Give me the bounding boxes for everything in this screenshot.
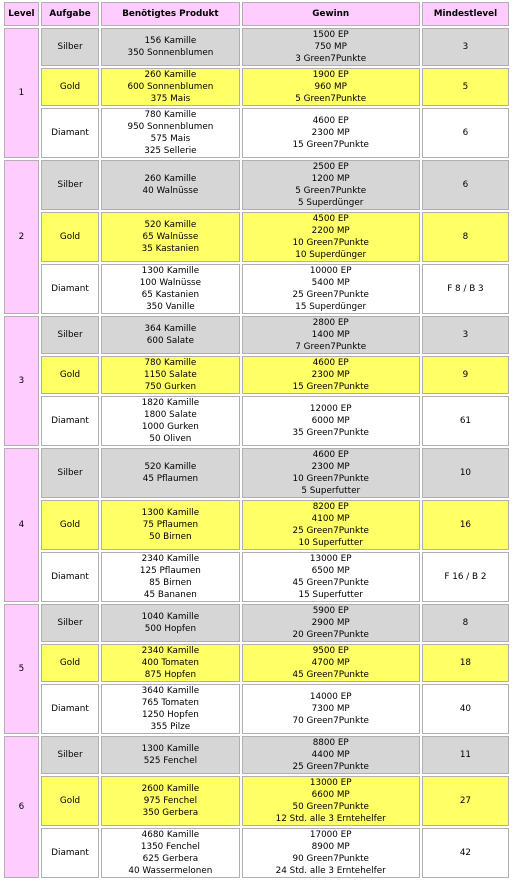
reward-line: 7300 MP bbox=[311, 704, 350, 714]
table-row bbox=[4, 396, 509, 446]
reward-line: 10 Green7Punkte bbox=[292, 474, 369, 484]
product-line: 525 Fenchel bbox=[143, 756, 198, 766]
reward-line: 12000 EP bbox=[309, 404, 352, 414]
reward-cell bbox=[242, 264, 420, 314]
level-cell: 2 bbox=[4, 160, 39, 314]
reward-line: 2200 MP bbox=[311, 226, 350, 236]
task-cell: Diamant bbox=[41, 552, 99, 602]
min-level-cell: 6 bbox=[422, 108, 509, 158]
level-cell: 4 bbox=[4, 448, 39, 602]
min-level-cell: 9 bbox=[422, 356, 509, 394]
task-cell: Silber bbox=[41, 316, 99, 354]
product-line: 45 Pflaumen bbox=[142, 474, 199, 484]
reward-line: 4400 MP bbox=[311, 750, 350, 760]
product-cell bbox=[101, 776, 239, 826]
reward-line: 4600 EP bbox=[312, 116, 349, 126]
product-line: 780 Kamille bbox=[144, 358, 197, 368]
product-line: 40 Wassermelonen bbox=[128, 866, 213, 876]
product-line: 520 Kamille bbox=[144, 462, 197, 472]
reward-line: 10 Green7Punkte bbox=[292, 238, 369, 248]
reward-line: 45 Green7Punkte bbox=[292, 670, 369, 680]
product-line: 765 Tomaten bbox=[141, 698, 200, 708]
min-level-cell: 16 bbox=[422, 500, 509, 550]
min-level-cell: 6 bbox=[422, 160, 509, 210]
task-cell: Diamant bbox=[41, 396, 99, 446]
product-cell bbox=[101, 68, 239, 106]
table-row bbox=[4, 264, 509, 314]
reward-cell bbox=[242, 776, 420, 826]
reward-line: 90 Green7Punkte bbox=[292, 854, 369, 864]
reward-cell bbox=[242, 604, 420, 642]
level-cell: 3 bbox=[4, 316, 39, 446]
task-cell: Gold bbox=[41, 212, 99, 262]
reward-line: 2300 MP bbox=[311, 128, 350, 138]
reward-cell bbox=[242, 500, 420, 550]
product-line: 65 Kastanien bbox=[141, 290, 200, 300]
reward-line: 45 Green7Punkte bbox=[292, 578, 369, 588]
product-line: 355 Pilze bbox=[150, 722, 191, 732]
reward-line: 25 Green7Punkte bbox=[292, 526, 369, 536]
product-line: 950 Sonnenblumen bbox=[127, 122, 214, 132]
product-line: 364 Kamille bbox=[144, 324, 197, 334]
task-cell: Gold bbox=[41, 68, 99, 106]
reward-line: 5 Superdünger bbox=[298, 198, 364, 208]
reward-line: 5 Green7Punkte bbox=[295, 186, 367, 196]
reward-line: 15 Superdünger bbox=[295, 302, 367, 312]
product-line: 750 Gurken bbox=[144, 382, 197, 392]
reward-cell bbox=[242, 316, 420, 354]
task-cell: Silber bbox=[41, 736, 99, 774]
product-cell bbox=[101, 356, 239, 394]
min-level-cell: 42 bbox=[422, 828, 509, 878]
table-row bbox=[4, 356, 509, 394]
product-cell bbox=[101, 500, 239, 550]
product-line: 125 Pflaumen bbox=[139, 566, 201, 576]
reward-line: 1400 MP bbox=[311, 330, 350, 340]
product-cell bbox=[101, 448, 239, 498]
product-line: 1800 Salate bbox=[143, 410, 197, 420]
table-row bbox=[4, 68, 509, 106]
min-level-cell: 18 bbox=[422, 644, 509, 682]
level-cell: 1 bbox=[4, 28, 39, 158]
product-cell bbox=[101, 396, 239, 446]
task-cell: Silber bbox=[41, 160, 99, 210]
product-line: 575 Mais bbox=[150, 134, 191, 144]
product-line: 780 Kamille bbox=[144, 110, 197, 120]
product-line: 350 Vanille bbox=[146, 302, 195, 312]
min-level-cell: 27 bbox=[422, 776, 509, 826]
min-level-cell: 8 bbox=[422, 212, 509, 262]
product-line: 100 Walnüsse bbox=[139, 278, 202, 288]
task-cell: Gold bbox=[41, 776, 99, 826]
task-cell: Diamant bbox=[41, 684, 99, 734]
reward-line: 35 Green7Punkte bbox=[292, 428, 369, 438]
reward-cell bbox=[242, 448, 420, 498]
product-line: 2340 Kamille bbox=[141, 554, 200, 564]
table-row bbox=[4, 212, 509, 262]
product-line: 3640 Kamille bbox=[141, 686, 200, 696]
product-line: 156 Kamille bbox=[144, 36, 197, 46]
product-line: 325 Sellerie bbox=[144, 146, 197, 156]
reward-line: 750 MP bbox=[314, 42, 347, 52]
product-line: 520 Kamille bbox=[144, 220, 197, 230]
reward-line: 5 Superfutter bbox=[301, 486, 361, 496]
min-level-cell: F 8 / B 3 bbox=[422, 264, 509, 314]
reward-line: 5400 MP bbox=[311, 278, 350, 288]
table-row bbox=[4, 552, 509, 602]
product-line: 35 Kastanien bbox=[141, 244, 200, 254]
product-line: 75 Pflaumen bbox=[142, 520, 199, 530]
reward-line: 6500 MP bbox=[311, 566, 350, 576]
reward-cell bbox=[242, 396, 420, 446]
level-cell: 5 bbox=[4, 604, 39, 734]
table-row bbox=[4, 28, 509, 66]
min-level-cell: 10 bbox=[422, 448, 509, 498]
reward-cell bbox=[242, 356, 420, 394]
min-level-cell: 8 bbox=[422, 604, 509, 642]
reward-line: 960 MP bbox=[314, 82, 347, 92]
reward-line: 7 Green7Punkte bbox=[295, 342, 367, 352]
reward-line: 4600 EP bbox=[312, 358, 349, 368]
task-cell: Gold bbox=[41, 356, 99, 394]
reward-cell bbox=[242, 160, 420, 210]
reward-line: 2800 EP bbox=[312, 318, 349, 328]
min-level-cell: 61 bbox=[422, 396, 509, 446]
product-line: 2340 Kamille bbox=[141, 646, 200, 656]
product-line: 1820 Kamille bbox=[141, 398, 200, 408]
product-line: 1150 Salate bbox=[143, 370, 197, 380]
reward-cell bbox=[242, 28, 420, 66]
product-line: 400 Tomaten bbox=[141, 658, 200, 668]
product-cell bbox=[101, 28, 239, 66]
product-line: 260 Kamille bbox=[144, 70, 197, 80]
reward-line: 20 Green7Punkte bbox=[292, 630, 369, 640]
reward-line: 8800 EP bbox=[312, 738, 349, 748]
product-cell bbox=[101, 828, 239, 878]
task-cell: Diamant bbox=[41, 264, 99, 314]
reward-cell bbox=[242, 828, 420, 878]
reward-line: 5 Green7Punkte bbox=[295, 94, 367, 104]
table-row bbox=[4, 644, 509, 682]
product-line: 260 Kamille bbox=[144, 174, 197, 184]
reward-line: 10 Superdünger bbox=[295, 250, 367, 260]
reward-line: 6600 MP bbox=[311, 790, 350, 800]
reward-line: 4700 MP bbox=[311, 658, 350, 668]
reward-line: 17000 EP bbox=[309, 830, 352, 840]
product-line: 65 Walnüsse bbox=[142, 232, 199, 242]
reward-line: 9500 EP bbox=[312, 646, 349, 656]
reward-line: 15 Green7Punkte bbox=[292, 382, 369, 392]
min-level-cell: F 16 / B 2 bbox=[422, 552, 509, 602]
reward-line: 1200 MP bbox=[311, 174, 350, 184]
product-line: 350 Gerbera bbox=[142, 808, 199, 818]
header-reward: Gewinn bbox=[242, 2, 420, 26]
reward-cell bbox=[242, 68, 420, 106]
product-cell bbox=[101, 736, 239, 774]
reward-cell bbox=[242, 552, 420, 602]
reward-line: 4500 EP bbox=[312, 214, 349, 224]
reward-line: 14000 EP bbox=[309, 692, 352, 702]
product-cell bbox=[101, 316, 239, 354]
product-line: 1000 Gurken bbox=[141, 422, 199, 432]
product-cell bbox=[101, 684, 239, 734]
reward-line: 1900 EP bbox=[312, 70, 349, 80]
product-line: 1250 Hopfen bbox=[141, 710, 199, 720]
header-product: Benötigtes Produkt bbox=[101, 2, 239, 26]
reward-line: 3 Green7Punkte bbox=[295, 54, 367, 64]
reward-line: 25 Green7Punkte bbox=[292, 762, 369, 772]
task-cell: Gold bbox=[41, 644, 99, 682]
min-level-cell: 40 bbox=[422, 684, 509, 734]
header-level: Level bbox=[4, 2, 39, 26]
reward-line: 50 Green7Punkte bbox=[292, 802, 369, 812]
reward-line: 10000 EP bbox=[309, 266, 352, 276]
product-line: 45 Bananen bbox=[143, 590, 197, 600]
task-cell: Silber bbox=[41, 448, 99, 498]
reward-line: 8900 MP bbox=[311, 842, 350, 852]
reward-line: 24 Std. alle 3 Erntehelfer bbox=[275, 866, 386, 876]
product-cell bbox=[101, 264, 239, 314]
table-row bbox=[4, 776, 509, 826]
reward-line: 4100 MP bbox=[311, 514, 350, 524]
product-line: 50 Oliven bbox=[149, 434, 192, 444]
table-row bbox=[4, 160, 509, 210]
product-line: 85 Birnen bbox=[149, 578, 192, 588]
product-cell bbox=[101, 644, 239, 682]
reward-cell bbox=[242, 644, 420, 682]
product-line: 1300 Kamille bbox=[141, 508, 200, 518]
reward-cell bbox=[242, 212, 420, 262]
reward-line: 15 Superfutter bbox=[298, 590, 363, 600]
reward-line: 2500 EP bbox=[312, 162, 349, 172]
product-line: 500 Hopfen bbox=[144, 624, 197, 634]
product-line: 1300 Kamille bbox=[141, 744, 200, 754]
task-cell: Silber bbox=[41, 604, 99, 642]
task-cell: Silber bbox=[41, 28, 99, 66]
product-cell bbox=[101, 212, 239, 262]
min-level-cell: 5 bbox=[422, 68, 509, 106]
product-line: 600 Sonnenblumen bbox=[127, 82, 214, 92]
product-line: 1040 Kamille bbox=[141, 612, 200, 622]
min-level-cell: 3 bbox=[422, 316, 509, 354]
table-row bbox=[4, 736, 509, 774]
product-line: 375 Mais bbox=[150, 94, 191, 104]
table-row bbox=[4, 828, 509, 878]
reward-cell bbox=[242, 736, 420, 774]
product-cell bbox=[101, 160, 239, 210]
reward-line: 6000 MP bbox=[311, 416, 350, 426]
reward-line: 13000 EP bbox=[309, 778, 352, 788]
reward-line: 25 Green7Punkte bbox=[292, 290, 369, 300]
reward-line: 12 Std. alle 3 Erntehelfer bbox=[275, 814, 386, 824]
level-cell: 6 bbox=[4, 736, 39, 878]
table-row bbox=[4, 500, 509, 550]
product-line: 875 Hopfen bbox=[144, 670, 197, 680]
reward-line: 13000 EP bbox=[309, 554, 352, 564]
task-cell: Diamant bbox=[41, 828, 99, 878]
table-row bbox=[4, 316, 509, 354]
reward-line: 2300 MP bbox=[311, 370, 350, 380]
reward-cell bbox=[242, 108, 420, 158]
table-body bbox=[4, 28, 509, 878]
header-min-level: Mindestlevel bbox=[422, 2, 509, 26]
product-cell bbox=[101, 552, 239, 602]
product-line: 2600 Kamille bbox=[141, 784, 200, 794]
min-level-cell: 11 bbox=[422, 736, 509, 774]
product-line: 4680 Kamille bbox=[141, 830, 200, 840]
product-line: 975 Fenchel bbox=[143, 796, 198, 806]
reward-line: 10 Superfutter bbox=[298, 538, 363, 548]
header-row bbox=[4, 2, 509, 26]
table-row bbox=[4, 448, 509, 498]
product-line: 600 Salate bbox=[146, 336, 195, 346]
reward-line: 4600 EP bbox=[312, 450, 349, 460]
table-row bbox=[4, 108, 509, 158]
product-cell bbox=[101, 108, 239, 158]
reward-line: 1500 EP bbox=[312, 30, 349, 40]
reward-line: 70 Green7Punkte bbox=[292, 716, 369, 726]
reward-line: 8200 EP bbox=[312, 502, 349, 512]
product-line: 50 Birnen bbox=[149, 532, 192, 542]
table-row bbox=[4, 604, 509, 642]
table-row bbox=[4, 684, 509, 734]
product-line: 350 Sonnenblumen bbox=[127, 48, 214, 58]
product-cell bbox=[101, 604, 239, 642]
reward-line: 2300 MP bbox=[311, 462, 350, 472]
task-cell: Diamant bbox=[41, 108, 99, 158]
reward-line: 5900 EP bbox=[312, 606, 349, 616]
task-cell: Gold bbox=[41, 500, 99, 550]
reward-line: 2900 MP bbox=[311, 618, 350, 628]
task-table bbox=[2, 0, 511, 880]
product-line: 40 Walnüsse bbox=[142, 186, 199, 196]
product-line: 1300 Kamille bbox=[141, 266, 200, 276]
min-level-cell: 3 bbox=[422, 28, 509, 66]
reward-line: 15 Green7Punkte bbox=[292, 140, 369, 150]
product-line: 1350 Fenchel bbox=[140, 842, 200, 852]
product-line: 625 Gerbera bbox=[142, 854, 199, 864]
reward-cell bbox=[242, 684, 420, 734]
header-task: Aufgabe bbox=[41, 2, 99, 26]
